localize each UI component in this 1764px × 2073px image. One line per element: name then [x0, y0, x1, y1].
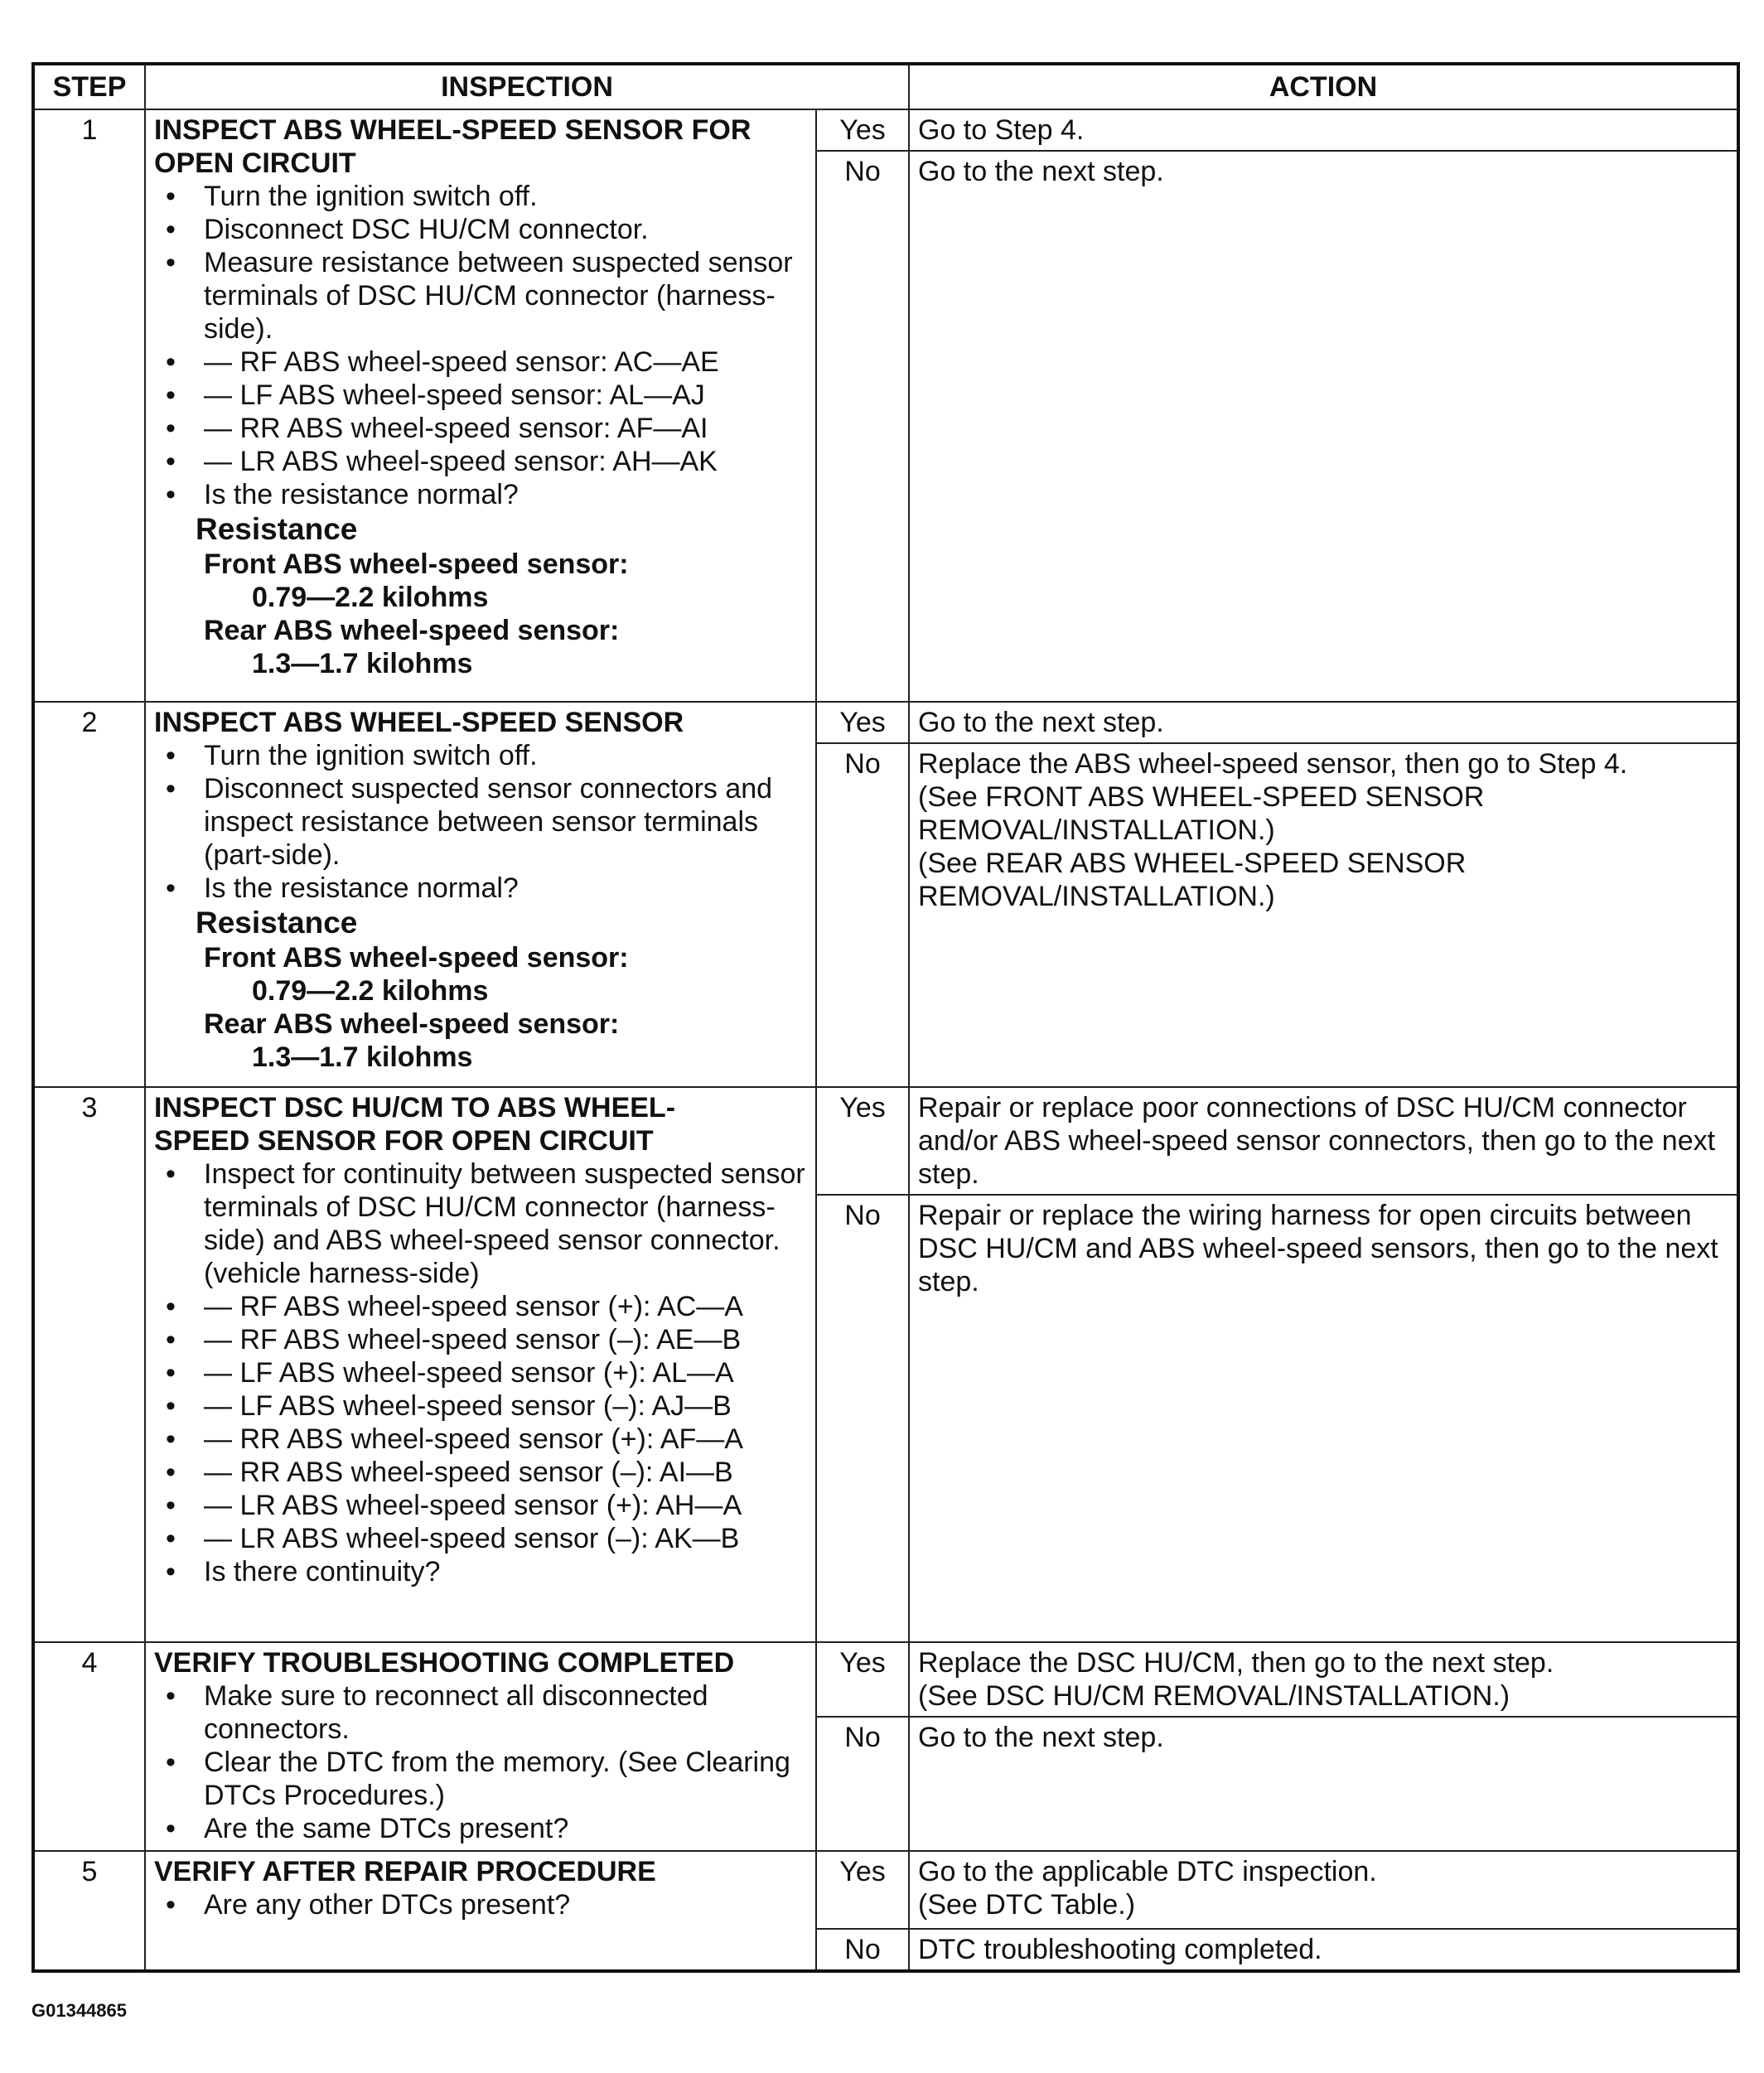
- step-2-spec-heading: Resistance: [196, 906, 358, 940]
- step-1-bullet-4: • Is the resistance normal?: [204, 478, 807, 511]
- step-3-continuity-lr-plus: • — LR ABS wheel-speed sensor (+): AH—A: [204, 1489, 807, 1522]
- step-2-bullet-1: • Turn the ignition switch off.: [204, 739, 807, 772]
- step-1-spec-front-value: 0.79—2.2 kilohms: [252, 582, 489, 613]
- step-3-continuity-lr-minus: • — LR ABS wheel-speed sensor (–): AK—B: [204, 1522, 807, 1555]
- step-4-no-action: Go to the next step.: [909, 1717, 1738, 1851]
- step-4-yes-row: [33, 1642, 1738, 1717]
- step-2-yes-row: [33, 702, 1738, 743]
- step-2-no-action-line-1: Replace the ABS wheel-speed sensor, then go to Step 4.: [918, 748, 1628, 780]
- step-5-inspection: [145, 1851, 816, 1971]
- step-4-yes-label: Yes: [816, 1642, 909, 1717]
- step-2-number: 2: [33, 702, 145, 1087]
- step-2-inspection: [145, 702, 816, 1087]
- step-4-number: 4: [33, 1642, 145, 1851]
- dtc-inspection-table: [31, 62, 1740, 1973]
- step-3-bullet-list: [154, 1157, 807, 1588]
- step-5-yes-action-line-1: Go to the applicable DTC inspection.: [918, 1856, 1377, 1887]
- step-5-yes-row: [33, 1851, 1738, 1929]
- step-3-title: INSPECT DSC HU/CM TO ABS WHEEL-SPEED SENSOR FOR OPEN CIRCUIT: [154, 1092, 676, 1157]
- inspection-column-header: INSPECTION: [145, 64, 909, 109]
- step-3-continuity-lf-plus: • — LF ABS wheel-speed sensor (+): AL—A: [204, 1356, 807, 1389]
- step-1-bullet-3-text: • Measure resistance between suspected sensor terminals of DSC HU/CM connector (harness-side).: [204, 247, 793, 345]
- step-1-bullet-list: [154, 180, 807, 511]
- dtc-inspection-sheet: [31, 62, 1740, 1973]
- step-4-yes-action-line-1: Replace the DSC HU/CM, then go to the next step.: [918, 1647, 1554, 1679]
- step-3-continuity-rr-minus: • — RR ABS wheel-speed sensor (–): AI—B: [204, 1456, 807, 1489]
- step-3-bullet-2: • Is there continuity?: [204, 1555, 807, 1588]
- step-3-no-action: Repair or replace the wiring harness for open circuits between DSC HU/CM and ABS wheel-speed sensors, then go to the next step.: [909, 1195, 1738, 1642]
- step-1-yes-row: [33, 109, 1738, 151]
- step-1-terminal-rf: • — RF ABS wheel-speed sensor: AC—AE: [204, 346, 807, 379]
- step-column-header: STEP: [33, 64, 145, 109]
- step-1-spec-rear-value: 1.3—1.7 kilohms: [252, 648, 473, 679]
- step-2-no-action-line-2: (See FRONT ABS WHEEL-SPEED SENSOR REMOVAL/INSTALLATION.): [918, 781, 1485, 846]
- step-4-yes-action-line-2: (See DSC HU/CM REMOVAL/INSTALLATION.): [918, 1680, 1510, 1712]
- step-5-no-label: No: [816, 1929, 909, 1971]
- step-4-bullet-1: • Make sure to reconnect all disconnected connectors.: [204, 1679, 807, 1746]
- step-3-bullet-1-text: • Inspect for continuity between suspected sensor terminals of DSC HU/CM connector (harness-side) and ABS wheel-speed sensor connector. (vehicle harness-side): [204, 1158, 805, 1289]
- step-1-terminal-lr: • — LR ABS wheel-speed sensor: AH—AK: [204, 445, 807, 478]
- step-5-yes-label: Yes: [816, 1851, 909, 1929]
- step-1-bullet-3: [204, 246, 807, 478]
- figure-code: G01344865: [31, 2000, 127, 2021]
- step-1-terminal-list: [204, 346, 807, 478]
- step-4-bullet-3: • Are the same DTCs present?: [204, 1812, 807, 1845]
- step-5-yes-action-line-2: (See DTC Table.): [918, 1889, 1136, 1921]
- step-2-yes-action: Go to the next step.: [909, 702, 1738, 743]
- step-1-title: INSPECT ABS WHEEL-SPEED SENSOR FOR OPEN CIRCUIT: [154, 114, 752, 179]
- step-3-bullet-1: [204, 1157, 807, 1555]
- step-1-inspection: [145, 109, 816, 702]
- step-5-no-action: DTC troubleshooting completed.: [909, 1929, 1738, 1971]
- step-4-yes-action: [909, 1642, 1738, 1717]
- step-5-bullet-1: • Are any other DTCs present?: [204, 1888, 807, 1921]
- step-2-no-action-line-3: (See REAR ABS WHEEL-SPEED SENSOR REMOVAL/INSTALLATION.): [918, 848, 1467, 912]
- step-1-terminal-rr: • — RR ABS wheel-speed sensor: AF—AI: [204, 412, 807, 445]
- step-3-continuity-rf-plus: • — RF ABS wheel-speed sensor (+): AC—A: [204, 1290, 807, 1323]
- step-1-bullet-2: • Disconnect DSC HU/CM connector.: [204, 213, 807, 246]
- step-1-no-action: Go to the next step.: [909, 151, 1738, 702]
- step-4-inspection: [145, 1642, 816, 1851]
- step-2-bullet-list: [154, 739, 807, 905]
- step-2-no-label: No: [816, 743, 909, 1087]
- step-2-yes-label: Yes: [816, 702, 909, 743]
- step-4-title: VERIFY TROUBLESHOOTING COMPLETED: [154, 1647, 735, 1679]
- action-column-header: ACTION: [909, 64, 1738, 109]
- step-3-continuity-rf-minus: • — RF ABS wheel-speed sensor (–): AE—B: [204, 1323, 807, 1356]
- step-5-title: VERIFY AFTER REPAIR PROCEDURE: [154, 1856, 656, 1887]
- step-1-yes-label: Yes: [816, 109, 909, 151]
- step-3-number: 3: [33, 1087, 145, 1642]
- step-2-spec-front-value: 0.79—2.2 kilohms: [252, 975, 489, 1007]
- step-3-yes-row: [33, 1087, 1738, 1195]
- step-2-spec-rear-value: 1.3—1.7 kilohms: [252, 1041, 473, 1073]
- step-3-continuity-lf-minus: • — LF ABS wheel-speed sensor (–): AJ—B: [204, 1389, 807, 1423]
- step-4-no-label: No: [816, 1717, 909, 1851]
- step-2-bullet-3: • Is the resistance normal?: [204, 872, 807, 905]
- step-1-number: 1: [33, 109, 145, 702]
- step-3-yes-action: Repair or replace poor connections of DSC HU/CM connector and/or ABS wheel-speed sensor connectors, then go to the next step.: [909, 1087, 1738, 1195]
- step-3-inspection: [145, 1087, 816, 1642]
- step-3-no-label: No: [816, 1195, 909, 1642]
- step-1-bullet-1: • Turn the ignition switch off.: [204, 180, 807, 213]
- step-2-spec-front-label: Front ABS wheel-speed sensor:: [204, 942, 629, 974]
- step-5-yes-action: [909, 1851, 1738, 1929]
- step-1-no-label: No: [816, 151, 909, 702]
- step-1-spec-heading: Resistance: [196, 512, 358, 546]
- step-1-yes-action: Go to Step 4.: [909, 109, 1738, 151]
- step-2-spec-rear-label: Rear ABS wheel-speed sensor:: [204, 1008, 620, 1040]
- step-3-yes-label: Yes: [816, 1087, 909, 1195]
- table-header-row: [33, 64, 1738, 109]
- step-1-spec-front-label: Front ABS wheel-speed sensor:: [204, 548, 629, 580]
- step-2-title: INSPECT ABS WHEEL-SPEED SENSOR: [154, 707, 684, 738]
- step-2-no-action: [909, 743, 1738, 1087]
- step-1-terminal-lf: • — LF ABS wheel-speed sensor: AL—AJ: [204, 379, 807, 412]
- step-5-bullet-list: [154, 1888, 807, 1921]
- step-2-bullet-2: • Disconnect suspected sensor connectors and inspect resistance between sensor terminals (part-side).: [204, 772, 807, 872]
- step-5-number: 5: [33, 1851, 145, 1971]
- step-3-continuity-rr-plus: • — RR ABS wheel-speed sensor (+): AF—A: [204, 1423, 807, 1456]
- step-3-continuity-list: [204, 1290, 807, 1555]
- step-4-bullet-list: [154, 1679, 807, 1845]
- step-1-spec-rear-label: Rear ABS wheel-speed sensor:: [204, 615, 620, 646]
- step-4-bullet-2: • Clear the DTC from the memory. (See Clearing DTCs Procedures.): [204, 1746, 807, 1812]
